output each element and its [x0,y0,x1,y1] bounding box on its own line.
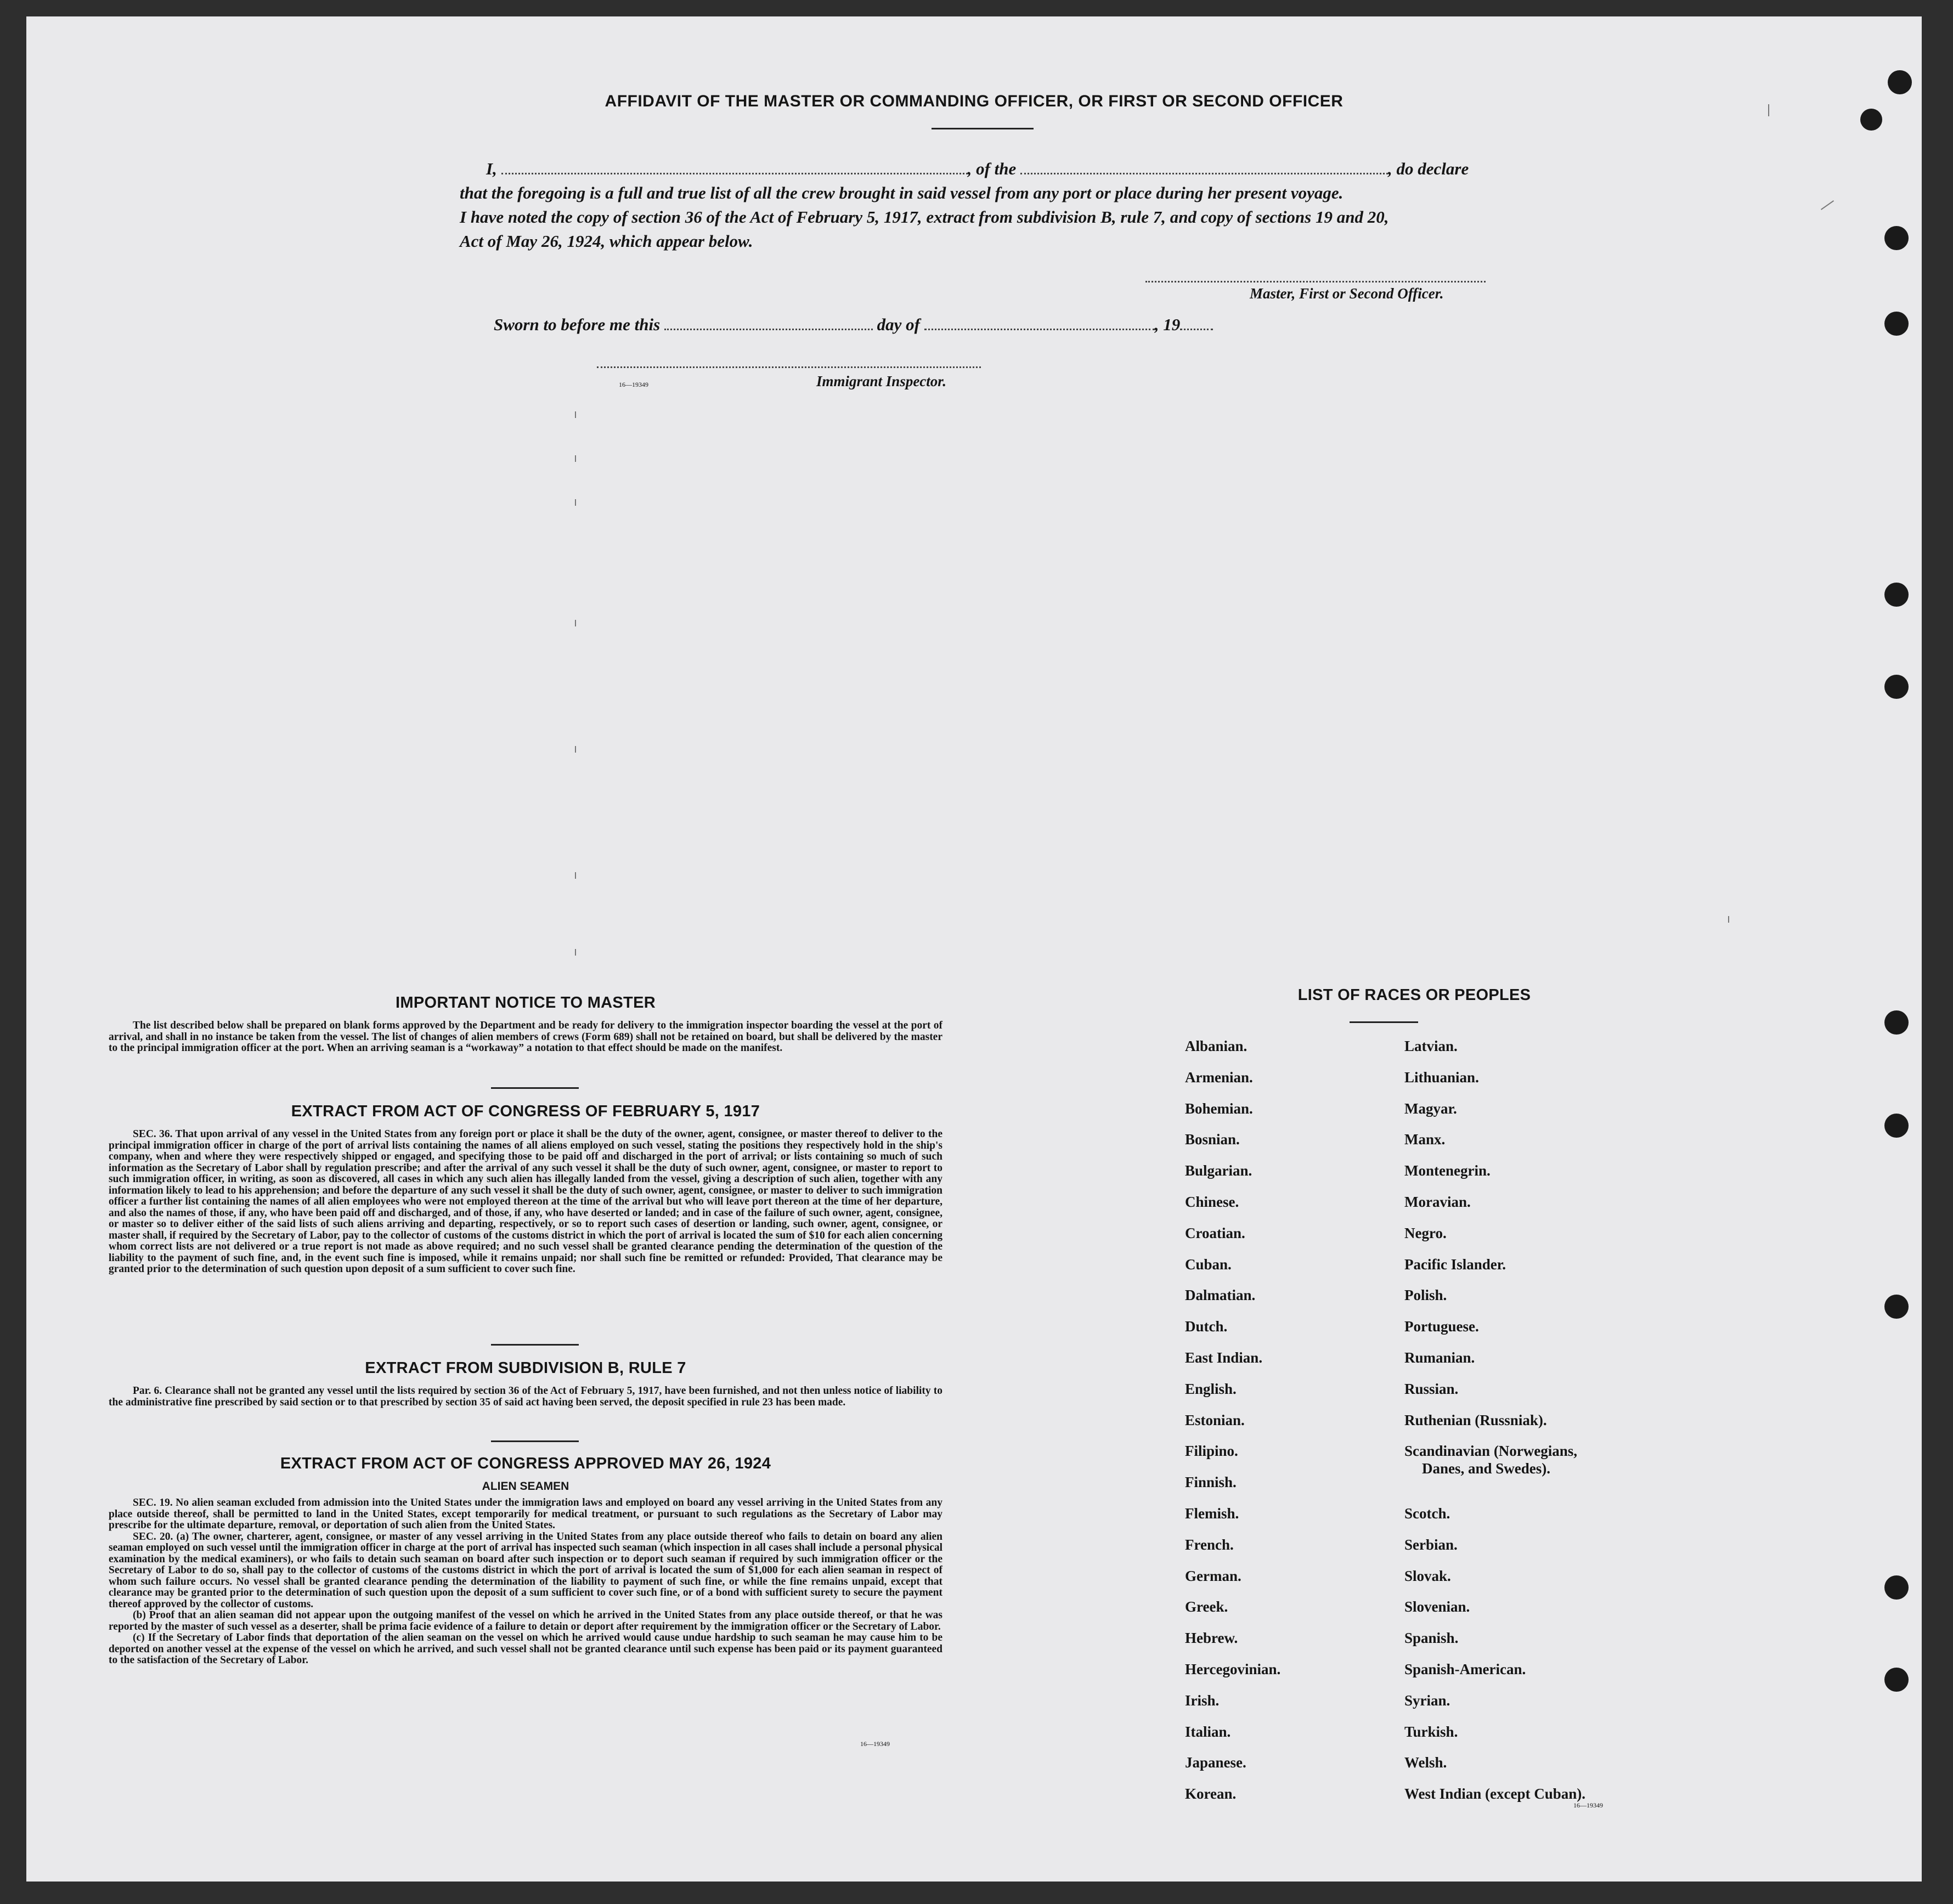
affidavit-title: AFFIDAVIT OF THE MASTER OR COMMANDING OFFICER, OR FIRST OR SECOND OFFICER [605,92,1344,110]
stray-mark [575,746,576,753]
vessel-name-field[interactable] [1020,168,1388,174]
race-item: Turkish. [1404,1723,1458,1740]
race-item: Korean. [1185,1786,1237,1803]
race-item: Latvian. [1404,1038,1458,1054]
race-item: Flemish. [1185,1505,1239,1522]
sworn-label: Sworn to before me this [494,315,661,334]
notice-text [109,1020,942,1054]
par-6-paragraph: Par. 6. Clearance shall not be granted any vessel until the lists required by section 36 of the Act of February 5, 1917, have been furnished, and not then unless notice of liability to the administrative fine prescribed by said section or to that prescribed by section 35 of said act having been served, the deposit specified in rule 23 has been made. [109,1385,942,1408]
race-item: English. [1185,1380,1237,1397]
race-item: Greek. [1185,1598,1228,1615]
section-36-paragraph: SEC. 36. That upon arrival of any vessel in the United States from any foreign port or place it shall be the duty of the owner, agent, consignee, or master thereof to deliver to the principal immigration officer in charge of the port of arrival lists containing the names of all aliens employed on such vessel, stating the positions they respectively hold in the ship's company, when and where they were respectively shipped or engaged, and specifying those to be paid off and discharged in the port of arrival; or lists containing so much of such information as the Secretary of Labor shall by regulation prescribe; and after the arrival of any such vessel it shall be the duty of such owner, agent, consignee, or master to report to such immigration officer, in writing, as soon as discovered, all cases in which any such alien has illegally landed from the vessel, giving a description of such alien, together with any information likely to lead to his apprehension; and before the departure of any such vessel it shall be the duty of such owner, agent, consignee, or master to deliver to such immigration officer a further list containing the names of all alien employees who were not employed thereon at the time of the arrival but who will leave port thereon at the time of her departure, and also the names of those, if any, who have been paid off and discharged, and of those, if any, who have deserted or landed; and in case of the failure of such owner, agent, consignee, or master so to deliver either of the said lists of such aliens arriving and departing, respectively, or so to report such cases of desertion or landing, such owner, agent, consignee, or master shall, if required by the Secretary of Labor, pay to the collector of customs of the customs district in which the port of arrival is located the sum of $10 for each alien concerning whom correct lists are not delivered or a true report is not made as above required; and no such vessel shall be granted clearance pending the determination of the question of the liability to the payment of such fine, and, in the event such fine is imposed, while it remains unpaid; nor shall such fine be remitted or refunded: Provided, That clearance may be granted prior to the determination of such question upon deposit of a sum sufficient to cover such fine. [109,1128,942,1275]
form-number: 16—19349 [1573,1801,1603,1809]
binder-hole [1884,1575,1909,1600]
race-item: Chinese. [1185,1194,1239,1210]
binder-hole [1860,109,1882,131]
day-of-label: day of [877,315,920,334]
race-item: Hercegovinian. [1185,1661,1281,1677]
race-item: Filipino. [1185,1443,1238,1460]
stray-mark [575,411,576,418]
race-item: Serbian. [1404,1536,1458,1553]
subdivision-b-title: EXTRACT FROM SUBDIVISION B, RULE 7 [365,1359,686,1377]
race-item: French. [1185,1536,1234,1553]
race-item: Armenian. [1185,1069,1253,1086]
extract-1917-text [109,1129,942,1275]
race-item: Bohemian. [1185,1100,1253,1117]
binder-hole [1884,1295,1909,1319]
form-number: 16—19349 [860,1740,890,1748]
race-item: Scandinavian (Norwegians, [1404,1443,1578,1460]
binder-hole [1884,312,1909,336]
race-item: Italian. [1185,1723,1231,1740]
race-item: Slovenian. [1404,1598,1470,1615]
sworn-day-field[interactable] [664,324,873,330]
race-item: Lithuanian. [1404,1069,1479,1086]
race-item: Slovak. [1404,1567,1451,1584]
race-item: Bosnian. [1185,1131,1240,1148]
binder-hole [1884,675,1909,699]
binder-hole [1884,1010,1909,1035]
notice-paragraph: The list described below shall be prepared on blank forms approved by the Department and be ready for delivery to the immigration inspector boarding the vessel at the port of arrival, and shall in no instance be taken from the vessel. The list of changes of alien members of crews (Form 689) shall not be retained on board, but shall be delivered by the master to the principal immigration officer at the port. When an arriving seaman is a “workaway” a notation to that effect should be made on the manifest. [109,1020,942,1054]
race-item: Moravian. [1404,1194,1471,1210]
binder-hole [1888,70,1912,94]
race-item: Portuguese. [1404,1318,1479,1335]
race-item: Cuban. [1185,1256,1232,1273]
stray-mark [575,455,576,462]
sworn-year-field[interactable] [1180,324,1213,330]
title-rule [932,128,1034,129]
stray-mark [575,620,576,626]
section-20a-paragraph: SEC. 20. (a) The owner, charterer, agent, consignee, or master of any vessel arriving in the United States from any place outside thereof who fails to detain on board any alien seaman employed on such vessel until the immigration officer in charge at the port of arrival has inspected such seaman (which inspection in all cases shall include a personal physical examination by the medical examiners), or who fails to detain such seaman on board after such inspection or to deport such seaman if required by such immigration officer or the Secretary of Labor to do so, shall pay to the collector of customs of the customs district in which the port of arrival is located the sum of $1,000 for each alien seaman in respect of whom such failure occurs. No vessel shall be granted clearance pending the determination of the liability to payment of such fine, or while the fine remains unpaid, except that clearance may be granted prior to the determination of such question upon the deposit of a sum sufficient to cover such fine, or of a bond with sufficient surety to secure the payment thereof approved by the collector of customs. [109,1530,942,1610]
extract-1924-text [109,1498,942,1666]
race-item: Spanish-American. [1404,1661,1526,1677]
race-item: Montenegrin. [1404,1162,1491,1179]
race-item: Welsh. [1404,1754,1447,1771]
affidavit-declaration-line [486,157,1539,181]
section-divider [491,1344,579,1346]
sworn-month-field[interactable] [924,324,1155,330]
inspector-signature-field[interactable] [597,362,981,368]
race-item: Albanian. [1185,1038,1248,1054]
race-item: Magyar. [1404,1100,1457,1117]
extract-1924-title: EXTRACT FROM ACT OF CONGRESS APPROVED MAY 26, 1924 [280,1455,771,1472]
section-divider [491,1440,579,1442]
affiant-name-field[interactable] [501,168,968,174]
race-item: Bulgarian. [1185,1162,1252,1179]
form-sheet [26,16,1922,1882]
race-item: Syrian. [1404,1692,1450,1709]
affidavit-i-label: I, [486,159,497,178]
race-item: Dutch. [1185,1318,1228,1335]
stray-mark [575,499,576,506]
races-title: LIST OF RACES OR PEOPLES [1297,986,1531,1004]
year-label: , 19 [1154,315,1181,334]
race-item: Polish. [1404,1287,1447,1304]
affidavit-text-line: Act of May 26, 1924, which appear below. [460,231,753,251]
inspector-label: Immigrant Inspector. [816,373,947,389]
race-item: East Indian. [1185,1349,1263,1366]
race-item: Rumanian. [1404,1349,1475,1366]
race-item: Croatian. [1185,1224,1245,1241]
race-item: Finnish. [1185,1474,1237,1491]
affidavit-declare-label: , do declare [1388,159,1469,178]
notice-title: IMPORTANT NOTICE TO MASTER [396,994,656,1012]
binder-hole [1884,583,1909,607]
race-item: Estonian. [1185,1411,1245,1428]
affidavit-text-line: that the foregoing is a full and true list of all the crew brought in said vessel from any port or place during her present voyage. [460,183,1344,202]
race-item: German. [1185,1567,1241,1584]
race-item: Spanish. [1404,1630,1459,1647]
race-item: Pacific Islander. [1404,1256,1506,1273]
sworn-line [494,313,1213,337]
subdivision-b-text [109,1386,942,1408]
race-item: Hebrew. [1185,1630,1238,1647]
form-number: 16—19349 [619,381,648,388]
race-item: Danes, and Swedes). [1422,1460,1551,1477]
stray-mark [575,872,576,879]
race-item: Dalmatian. [1185,1287,1256,1304]
race-item: West Indian (except Cuban). [1404,1786,1586,1803]
stray-mark [575,949,576,956]
stray-mark [1821,200,1834,210]
binder-hole [1884,1668,1909,1692]
race-item: Russian. [1404,1380,1459,1397]
race-item: Scotch. [1404,1505,1450,1522]
race-item: Irish. [1185,1692,1220,1709]
section-divider [491,1087,579,1089]
binder-hole [1884,1114,1909,1138]
section-19-paragraph: SEC. 19. No alien seaman excluded from admission into the United States under the immigration laws and employed on board any vessel arriving in the United States from any place outside thereof, shall be permitted to land in the United States, except temporarily for medical treatment, or pursuant to such regulations as the Secretary of Labor may prescribe for the ultimate departure, removal, or deportation of such alien from the United States. [109,1497,942,1531]
affidavit-of-the-label: , of the [967,159,1017,178]
race-item: Japanese. [1185,1754,1246,1771]
binder-hole [1884,226,1909,250]
section-20c-paragraph: (c) If the Secretary of Labor finds that deportation of the alien seaman on the vessel on which he arrived would cause undue hardship to such seaman he may cause him to be deported on another vessel at the expense of the vessel on which he arrived, and such vessel shall not be granted clearance until such expense has been paid or its payment guaranteed to the satisfaction of the Secretary of Labor. [109,1632,942,1666]
master-signature-label: Master, First or Second Officer. [1250,285,1444,302]
section-20b-paragraph: (b) Proof that an alien seaman did not appear upon the outgoing manifest of the vessel on which he arrived in the United States from any place outside thereof, or that he was reported by the master of such vessel as a deserter, shall be prima facie evidence of a failure to detain or deport after requirement by the immigration officer or the Secretary of Labor. [109,1609,942,1632]
alien-seamen-subtitle: ALIEN SEAMEN [482,1480,569,1493]
races-title-rule [1350,1021,1418,1023]
affidavit-text-line: I have noted the copy of section 36 of the Act of February 5, 1917, extract from subdivision B, rule 7, and copy of sections 19 and 20, [460,207,1389,227]
race-item: Ruthenian (Russniak). [1404,1411,1547,1428]
race-item: Negro. [1404,1224,1447,1241]
race-item: Manx. [1404,1131,1446,1148]
stray-mark [1728,916,1729,923]
extract-1917-title: EXTRACT FROM ACT OF CONGRESS OF FEBRUARY 5, 1917 [291,1103,760,1120]
master-signature-field[interactable] [1145,276,1486,283]
